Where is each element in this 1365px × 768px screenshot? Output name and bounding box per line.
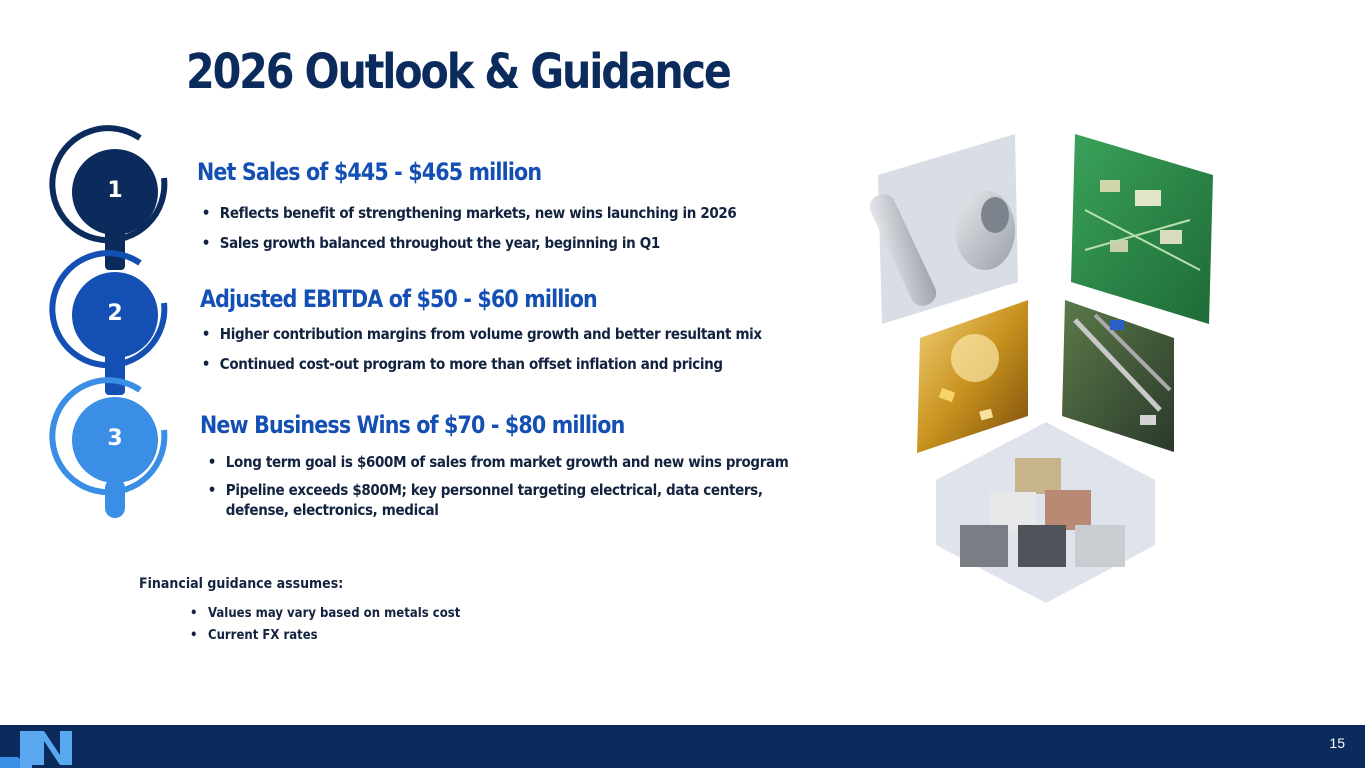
section-1-bullets	[200, 204, 796, 264]
list-item: • Long term goal is $600M of sales from market growth and new wins program	[206, 452, 788, 480]
section-1-heading: Net Sales of $445 - $465 million	[197, 158, 542, 186]
step-3-number: 3	[107, 426, 123, 451]
list-item: • Current FX rates	[190, 628, 460, 650]
list-item: • Values may vary based on metals cost	[190, 606, 460, 628]
step-2-number: 2	[107, 301, 123, 326]
step-1-number: 1	[107, 178, 123, 203]
industrial-equipment-image	[1062, 300, 1174, 452]
financial-guidance-list	[190, 606, 490, 650]
step-3-stem	[105, 478, 125, 518]
page-number: 15	[1329, 735, 1345, 751]
list-item: • Pipeline exceeds $800M; key personnel targeting electrical, data centers, defense, electronics, medical	[206, 480, 784, 520]
section-2-bullets	[200, 325, 824, 385]
footer-bar	[0, 725, 1365, 768]
list-item: • Continued cost-out program to more than offset inflation and pricing	[200, 355, 762, 385]
gold-components-image	[917, 300, 1028, 453]
section-3-bullets	[206, 452, 853, 520]
list-item: • Sales growth balanced throughout the year, beginning in Q1	[200, 234, 736, 264]
company-logo-icon	[0, 725, 80, 768]
page-title: 2026 Outlook & Guidance	[186, 44, 730, 100]
list-item: • Reflects benefit of strengthening markets, new wins launching in 2026	[200, 204, 736, 234]
list-item: • Higher contribution margins from volume growth and better resultant mix	[200, 325, 762, 355]
financial-guidance-heading: Financial guidance assumes:	[139, 576, 344, 592]
metal-cubes-image	[936, 422, 1155, 603]
product-image-collage	[860, 120, 1220, 620]
section-2-heading: Adjusted EBITDA of $50 - $60 million	[200, 285, 597, 313]
section-3-heading: New Business Wins of $70 - $80 million	[200, 411, 625, 439]
metal-parts-image	[866, 134, 1018, 324]
circuit-board-image	[1071, 134, 1213, 324]
